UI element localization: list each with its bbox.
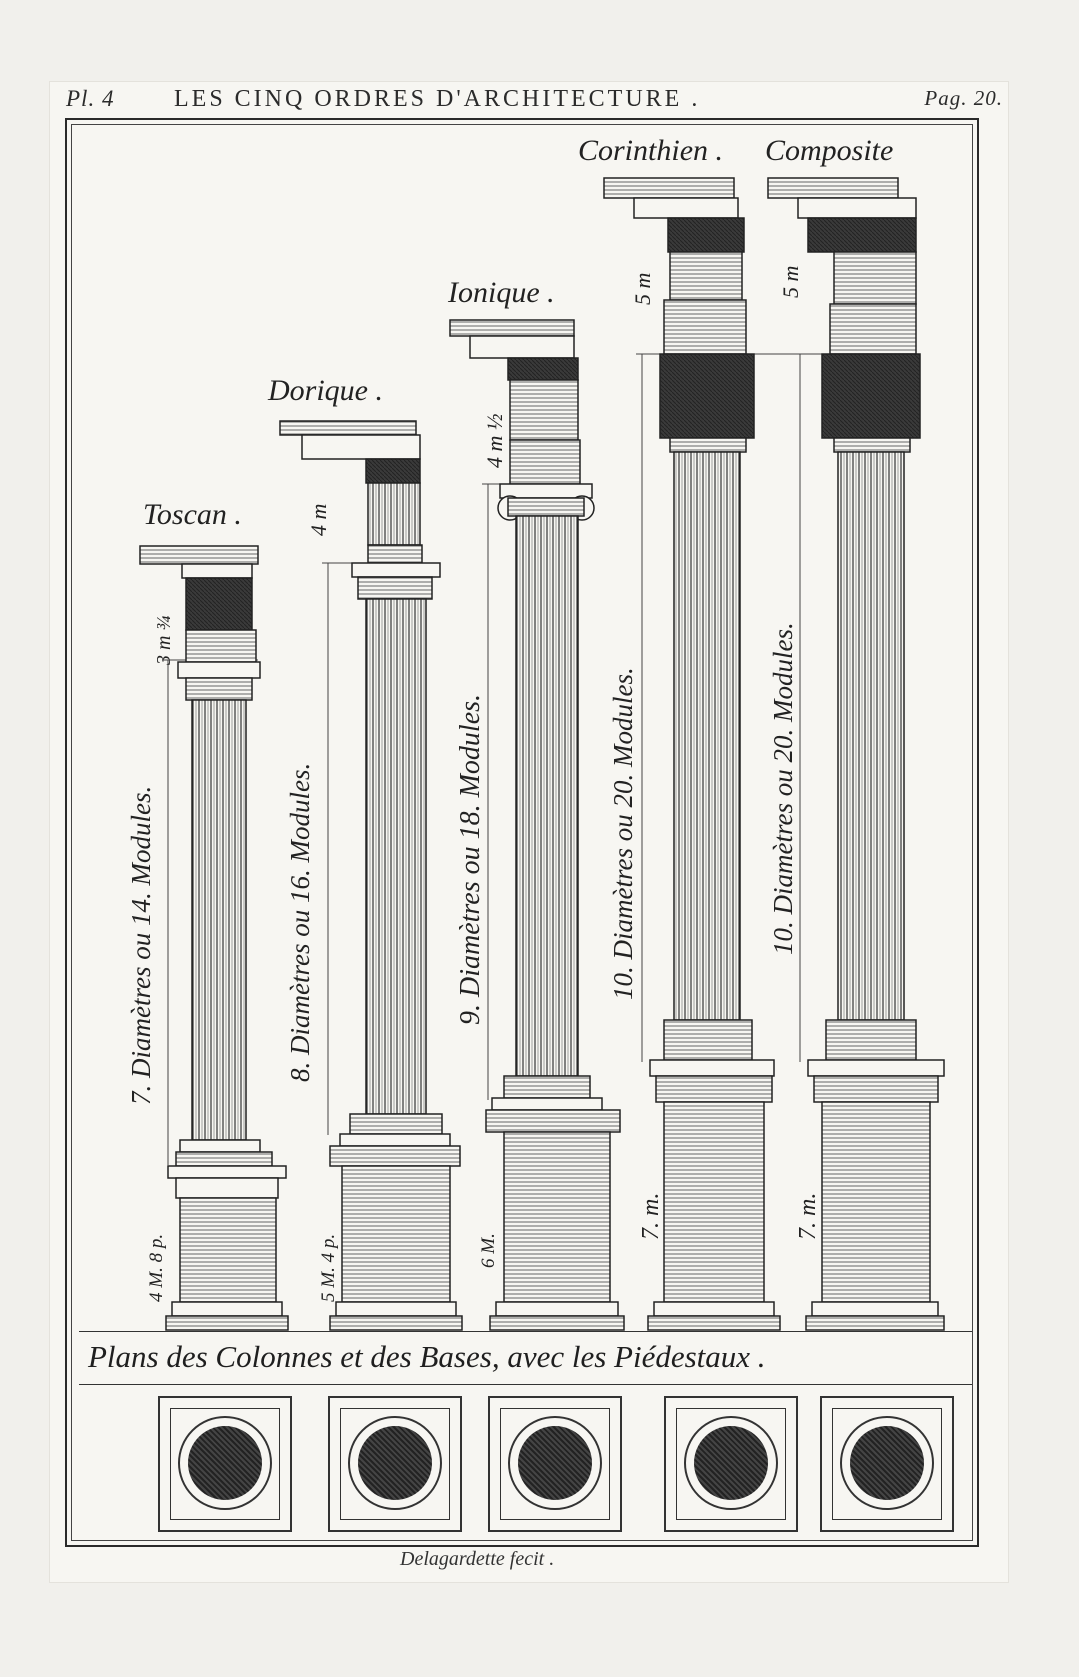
entab-label-composite: 5 m [778,265,803,298]
shaft-label-dorique: 8. Diamètres ou 16. Modules. [285,762,315,1082]
plan-ionique [488,1396,622,1532]
engraver-signature: Delagardette fecit . [400,1548,555,1570]
entab-label-dorique: 4 m [306,503,331,536]
plate-number: Pl. 4 [66,86,115,111]
order-label-toscan: Toscan . [143,498,242,531]
plan-dorique [328,1396,462,1532]
plan-composite [820,1396,954,1532]
shaft-label-composite: 10. Diamètres ou 20. Modules. [768,622,798,955]
order-label-ionique: Ionique . [448,276,555,309]
pedestal-label-corinthien: 7. m. [638,1192,664,1240]
column-dorique [280,421,462,1330]
column-corinthien [604,178,780,1330]
shaft-label-ionique: 9. Diamètres ou 18. Modules. [455,693,486,1025]
entab-label-corinthien: 5 m [630,272,655,305]
order-label-corinthien: Corinthien . [578,134,724,167]
column-toscan [140,546,288,1330]
plans-caption: Plans des Colonnes et des Bases, avec les Piédestaux . [88,1339,766,1374]
pedestal-label-dorique: 5 M. 4 p. [318,1233,339,1302]
plate-title: LES CINQ ORDRES D'ARCHITECTURE . [174,86,701,112]
order-label-dorique: Dorique . [268,374,383,407]
shaft-label-corinthien: 10. Diamètres ou 20. Modules. [608,667,638,1000]
column-composite [768,178,944,1330]
pedestal-label-composite: 7. m. [795,1192,821,1240]
entab-label-toscan: 3 m ¾ [153,615,175,665]
pedestal-label-toscan: 4 M. 8 p. [146,1233,167,1302]
column-ionique [450,320,624,1330]
entab-label-ionique: 4 m ½ [482,413,507,468]
page-number: Pag. 20. [924,86,1003,110]
order-label-composite: Composite [765,134,894,167]
pedestal-label-ionique: 6 M. [478,1233,499,1268]
plan-toscan [158,1396,292,1532]
plan-corinthien [664,1396,798,1532]
shaft-label-toscan: 7. Diamètres ou 14. Modules. [126,785,156,1105]
